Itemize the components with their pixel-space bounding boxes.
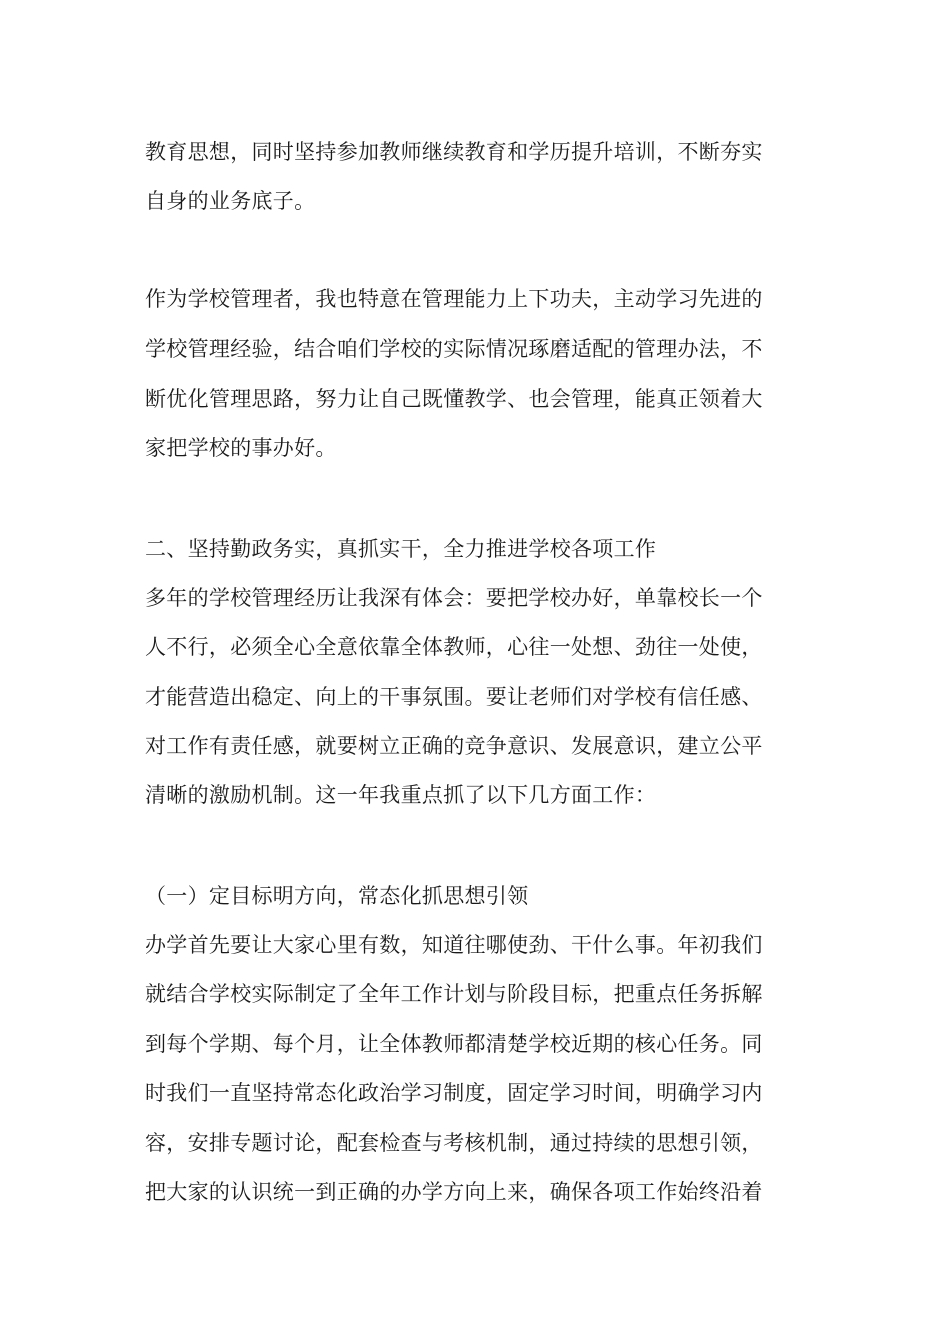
subsection-heading: （一）定目标明方向，常态化抓思想引领 xyxy=(145,884,529,908)
paragraph-line: 时我们一直坚持常态化政治学习制度，固定学习时间，明确学习内 xyxy=(145,1081,763,1105)
paragraph-line: 把大家的认识统一到正确的办学方向上来，确保各项工作始终沿着 xyxy=(145,1180,763,1204)
paragraph-line: 作为学校管理者，我也特意在管理能力上下功夫，主动学习先进的 xyxy=(145,287,763,311)
paragraph-line: 到每个学期、每个月，让全体教师都清楚学校近期的核心任务。同 xyxy=(145,1032,763,1056)
paragraph-line: 学校管理经验，结合咱们学校的实际情况琢磨适配的管理办法，不 xyxy=(145,337,763,361)
paragraph-line: 自身的业务底子。 xyxy=(145,189,316,213)
section-heading: 二、坚持勤政务实，真抓实干，全力推进学校各项工作 xyxy=(145,537,657,561)
paragraph-line: 才能营造出稳定、向上的干事氛围。要让老师们对学校有信任感、 xyxy=(145,685,763,709)
paragraph-line: 就结合学校实际制定了全年工作计划与阶段目标，把重点任务拆解 xyxy=(145,982,763,1006)
paragraph-line: 多年的学校管理经历让我深有体会：要把学校办好，单靠校长一个 xyxy=(145,586,763,610)
paragraph-line: 容，安排专题讨论，配套检查与考核机制，通过持续的思想引领， xyxy=(145,1131,763,1155)
paragraph-line: 断优化管理思路，努力让自己既懂教学、也会管理，能真正领着大 xyxy=(145,387,763,411)
paragraph-line: 办学首先要让大家心里有数，知道往哪使劲、干什么事。年初我们 xyxy=(145,933,763,957)
paragraph-line: 清晰的激励机制。这一年我重点抓了以下几方面工作： xyxy=(145,783,657,807)
paragraph-line: 对工作有责任感，就要树立正确的竞争意识、发展意识，建立公平 xyxy=(145,734,763,758)
paragraph-line: 教育思想，同时坚持参加教师继续教育和学历提升培训，不断夯实 xyxy=(145,140,763,164)
paragraph-line: 人不行，必须全心全意依靠全体教师，心往一处想、劲往一处使， xyxy=(145,635,763,659)
paragraph-line: 家把学校的事办好。 xyxy=(145,436,337,460)
